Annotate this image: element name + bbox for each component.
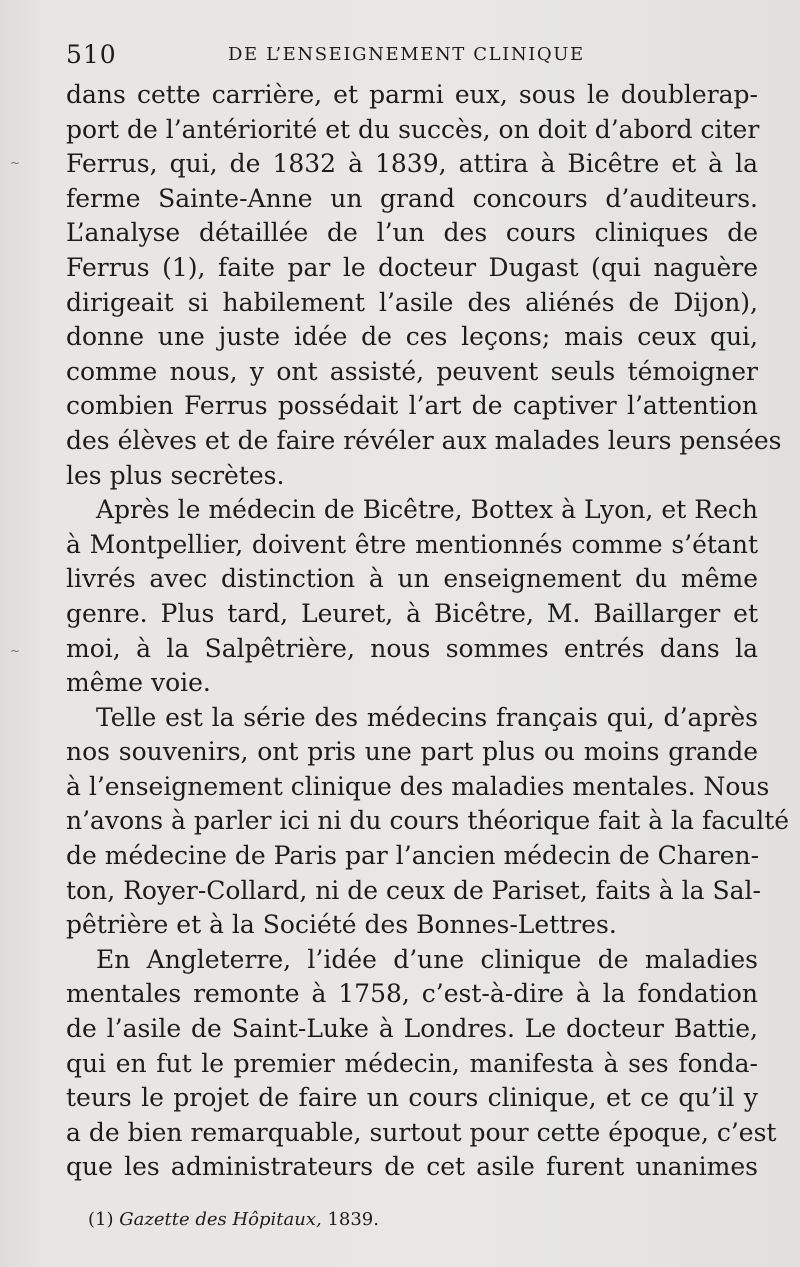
running-title: DE L’ENSEIGNEMENT CLINIQUE xyxy=(228,44,585,65)
text-line: a de bien remarquable, surtout pour cette époque, c’est xyxy=(66,1117,777,1147)
text-line: livrés avec distinction à un enseignement du même xyxy=(66,564,758,594)
footnote xyxy=(88,1209,379,1230)
text-line: ferme Sainte-Anne un grand concours d’auditeurs. xyxy=(66,183,758,213)
text-line: moi, à la Salpêtrière, nous sommes entrés dans la xyxy=(66,633,758,663)
page-number: 510 xyxy=(66,40,117,69)
body-text xyxy=(66,78,790,1185)
text-line: mentales remonte à 1758, c’est-à-dire à la fondation xyxy=(66,979,758,1009)
text-line: donne une juste idée de ces leçons; mais ceux qui, xyxy=(66,322,758,352)
text-line: de l’asile de Saint-Luke à Londres. Le docteur Battie, xyxy=(66,1014,758,1044)
text-line: combien Ferrus possédait l’art de captiver l’attention xyxy=(66,391,758,421)
text-line: Ferrus (1), faite par le docteur Dugast (qui naguère xyxy=(66,252,758,282)
text-line: dirigeait si habilement l’asile des aliénés de Dijon), xyxy=(66,287,758,317)
text-line: même voie. xyxy=(66,668,211,698)
text-line: des élèves et de faire révéler aux malades leurs pensées xyxy=(66,425,782,455)
text-line: qui en fut le premier médecin, manifesta à ses fonda- xyxy=(66,1048,758,1078)
text-line: nos souvenirs, ont pris une part plus ou moins grande xyxy=(66,737,758,767)
margin-mark: ~ xyxy=(10,156,21,170)
text-line: que les administrateurs de cet asile furent unanimes xyxy=(66,1152,758,1182)
text-line: à Montpellier, doivent être mentionnés comme s’étant xyxy=(66,529,758,559)
footnote-source: Gazette des Hôpitaux, xyxy=(119,1209,322,1230)
text-line: teurs le projet de faire un cours clinique, et ce qu’il y xyxy=(66,1083,758,1113)
margin-mark: ~ xyxy=(10,644,21,658)
text-line: de médecine de Paris par l’ancien médecin de Charen- xyxy=(66,841,760,871)
text-line: à l’enseignement clinique des maladies mentales. Nous xyxy=(66,771,770,801)
text-line: L’analyse détaillée de l’un des cours cliniques de xyxy=(66,218,758,248)
text-line: Telle est la série des médecins français qui, d’après xyxy=(96,702,758,732)
text-line: port de l’antériorité et du succès, on doit d’abord citer xyxy=(66,114,760,144)
text-line: genre. Plus tard, Leuret, à Bicêtre, M. Baillarger et xyxy=(66,598,758,628)
page-header xyxy=(66,40,756,70)
text-line: En Angleterre, l’idée d’une clinique de maladies xyxy=(96,944,758,974)
text-line: les plus secrètes. xyxy=(66,460,285,490)
text-line: pêtrière et à la Société des Bonnes-Lettres. xyxy=(66,910,617,940)
text-line: n’avons à parler ici ni du cours théorique fait à la faculté xyxy=(66,806,790,836)
text-line: comme nous, y ont assisté, peuvent seuls témoigner xyxy=(66,356,758,386)
text-line: Après le médecin de Bicêtre, Bottex à Lyon, et Rech xyxy=(96,495,758,525)
text-line: dans cette carrière, et parmi eux, sous le doublerap- xyxy=(66,80,758,109)
footnote-marker: (1) xyxy=(88,1209,114,1230)
text-line: ton, Royer-Collard, ni de ceux de Pariset, faits à la Sal- xyxy=(66,875,761,905)
footnote-year: 1839. xyxy=(327,1209,379,1230)
text-line: Ferrus, qui, de 1832 à 1839, attira à Bicêtre et à la xyxy=(66,149,758,179)
